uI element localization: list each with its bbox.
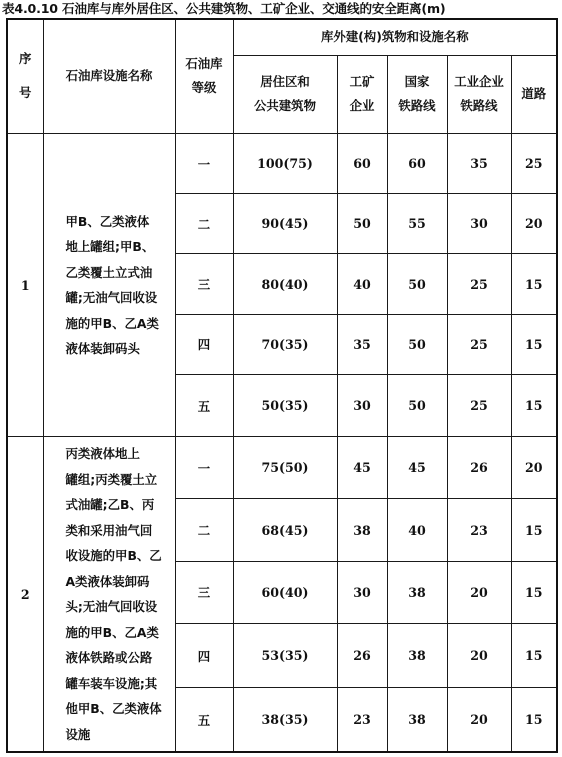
- facility-name-line: 罐组;丙类覆土立: [65, 471, 158, 487]
- distance-value: 35: [337, 314, 387, 374]
- distance-value: 26: [337, 623, 387, 687]
- grade-cell: 四: [175, 623, 233, 687]
- header-grade-line: 等级: [191, 80, 217, 96]
- distance-value: 80(40): [233, 254, 337, 314]
- distance-value: 53(35): [233, 623, 337, 687]
- distance-value: 60(40): [233, 561, 337, 623]
- distance-value: 90(45): [233, 194, 337, 254]
- distance-value: 20: [447, 623, 511, 687]
- distance-value: 23: [447, 499, 511, 561]
- distance-value: 15: [511, 499, 557, 561]
- distance-value: 38(35): [233, 688, 337, 752]
- distance-value: 75(50): [233, 437, 337, 499]
- column-header-line: 铁路线: [398, 98, 436, 114]
- distance-value: 25: [511, 133, 557, 193]
- table-row: [7, 437, 557, 499]
- distance-value: 50(35): [233, 374, 337, 436]
- distance-value: 40: [337, 254, 387, 314]
- distance-value: 26: [447, 437, 511, 499]
- safety-distance-table: [6, 18, 558, 753]
- header-grade: [175, 19, 233, 133]
- facility-name-line: 罐车装车设施;其: [65, 675, 158, 691]
- distance-value: 38: [387, 688, 447, 752]
- distance-value: 45: [387, 437, 447, 499]
- distance-value: 30: [337, 374, 387, 436]
- facility-name-line: 液体铁路或公路: [65, 650, 153, 666]
- facility-name-line: 类和采用油气回: [65, 522, 153, 538]
- column-header: [233, 55, 337, 133]
- grade-cell: 三: [175, 254, 233, 314]
- distance-value: 15: [511, 374, 557, 436]
- grade-cell: 四: [175, 314, 233, 374]
- section-number: 2: [7, 437, 43, 752]
- distance-value: 15: [511, 254, 557, 314]
- distance-value: 50: [387, 254, 447, 314]
- facility-name-line: 地上罐组;甲B、: [65, 239, 155, 255]
- grade-cell: 一: [175, 133, 233, 193]
- column-header-line: 企业: [349, 98, 375, 114]
- distance-value: 20: [447, 688, 511, 752]
- distance-value: 60: [337, 133, 387, 193]
- column-header-line: 居住区和: [260, 74, 310, 90]
- section-number: 1: [7, 133, 43, 436]
- distance-value: 38: [387, 561, 447, 623]
- distance-value: 70(35): [233, 314, 337, 374]
- distance-value: 50: [337, 194, 387, 254]
- facility-name-line: A类液体装卸码: [65, 573, 150, 589]
- distance-value: 30: [337, 561, 387, 623]
- distance-value: 50: [387, 314, 447, 374]
- table-title: 表4.0.10 石油库与库外居住区、公共建筑物、工矿企业、交通线的安全距离(m): [2, 1, 446, 16]
- column-header-line: 公共建筑物: [254, 98, 316, 114]
- distance-value: 15: [511, 623, 557, 687]
- facility-name-line: 乙类覆土立式油: [65, 264, 153, 280]
- distance-value: 20: [511, 437, 557, 499]
- grade-cell: 五: [175, 374, 233, 436]
- distance-value: 15: [511, 561, 557, 623]
- facility-name: [43, 437, 175, 752]
- distance-value: 23: [337, 688, 387, 752]
- distance-value: 38: [337, 499, 387, 561]
- header-seq-line: 序: [19, 51, 32, 67]
- facility-name-line: 罐;无油气回收设: [65, 290, 158, 306]
- distance-value: 20: [447, 561, 511, 623]
- header-group: 库外建(构)筑物和设施名称: [233, 19, 557, 55]
- distance-value: 15: [511, 314, 557, 374]
- distance-value: 25: [447, 314, 511, 374]
- grade-cell: 五: [175, 688, 233, 752]
- facility-name-line: 液体装卸码头: [65, 341, 140, 357]
- facility-name-line: 设施: [65, 726, 91, 742]
- column-header-line: 工业企业: [454, 74, 504, 90]
- facility-name-line: 头;无油气回收设: [65, 599, 158, 615]
- facility-name-line: 施的甲B、乙A类: [65, 315, 159, 331]
- distance-value: 35: [447, 133, 511, 193]
- distance-value: 25: [447, 254, 511, 314]
- distance-value: 30: [447, 194, 511, 254]
- facility-name-line: 施的甲B、乙A类: [65, 624, 159, 640]
- facility-name-line: 他甲B、乙类液体: [65, 701, 162, 717]
- distance-value: 15: [511, 688, 557, 752]
- grade-cell: 一: [175, 437, 233, 499]
- table-row: [7, 133, 557, 193]
- header-facility: 石油库设施名称: [43, 19, 175, 133]
- column-header: [511, 55, 557, 133]
- facility-name-line: 式油罐;乙B、丙: [65, 497, 155, 513]
- distance-value: 45: [337, 437, 387, 499]
- facility-name-line: 收设施的甲B、乙: [65, 548, 162, 564]
- distance-value: 38: [387, 623, 447, 687]
- column-header: [447, 55, 511, 133]
- header-grade-line: 石油库: [185, 56, 223, 72]
- grade-cell: 二: [175, 194, 233, 254]
- facility-name: [43, 133, 175, 436]
- column-header: [337, 55, 387, 133]
- header-seq: [7, 19, 43, 133]
- distance-value: 60: [387, 133, 447, 193]
- facility-name-line: 丙类液体地上: [65, 446, 140, 462]
- column-header-line: 工矿: [349, 74, 375, 90]
- header-seq-line: 号: [19, 85, 32, 101]
- distance-value: 68(45): [233, 499, 337, 561]
- distance-value: 25: [447, 374, 511, 436]
- distance-value: 20: [511, 194, 557, 254]
- column-header-line: 道路: [521, 86, 547, 102]
- facility-name-line: 甲B、乙类液体: [65, 213, 150, 229]
- column-header-line: 铁路线: [460, 98, 498, 114]
- column-header: [387, 55, 447, 133]
- distance-value: 50: [387, 374, 447, 436]
- distance-value: 55: [387, 194, 447, 254]
- distance-value: 40: [387, 499, 447, 561]
- grade-cell: 二: [175, 499, 233, 561]
- grade-cell: 三: [175, 561, 233, 623]
- distance-value: 100(75): [233, 133, 337, 193]
- column-header-line: 国家: [404, 74, 430, 90]
